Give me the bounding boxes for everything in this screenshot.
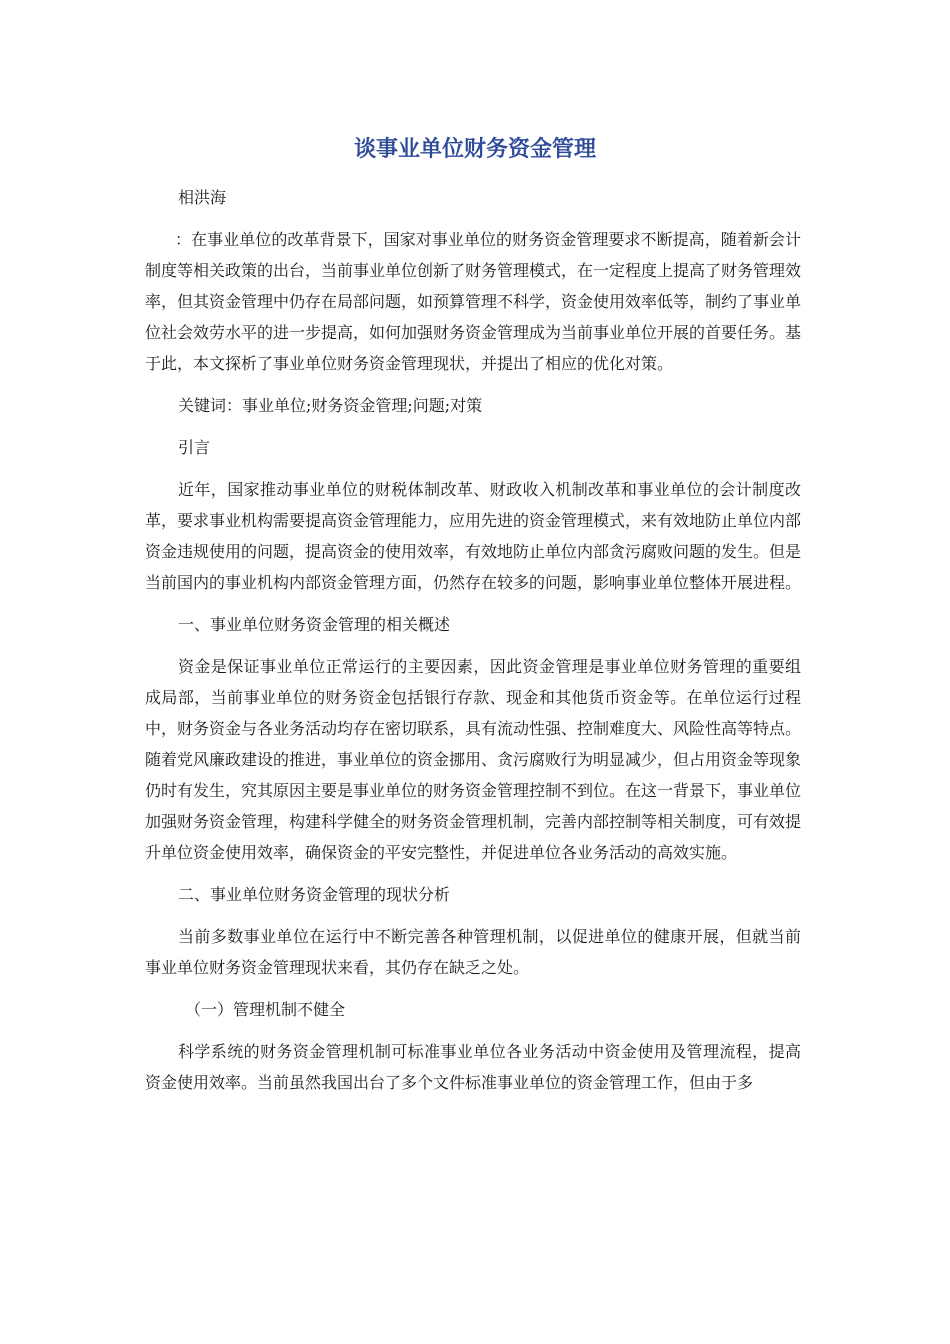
- intro-heading: 引言: [178, 438, 211, 457]
- section-2-paragraph: 当前多数事业单位在运行中不断完善各种管理机制，以促进单位的健康开展，但就当前事业单位财务资金管理现状来看，其仍存在缺乏之处。: [145, 927, 801, 977]
- subsection-1-heading: （一）管理机制不健全: [185, 1000, 346, 1019]
- subsection-1-paragraph: 科学系统的财务资金管理机制可标准事业单位各业务活动中资金使用及管理流程，提高资金使用效率。当前虽然我国出台了多个文件标准事业单位的资金管理工作，但由于多: [145, 1042, 801, 1092]
- section-1-paragraph: 资金是保证事业单位正常运行的主要因素，因此资金管理是事业单位财务管理的重要组成局部，当前事业单位的财务资金包括银行存款、现金和其他货币资金等。在单位运行过程中，财务资金与各业务活动均存在密切联系，具有流动性强、控制难度大、风险性高等特点。随着党风廉政建设的推进，事业单位的资金挪用、贪污腐败行为明显减少，但占用资金等现象仍时有发生，究其原因主要是事业单位的财务资金管理控制不到位。在这一背景下，事业单位加强财务资金管理，构建科学健全的财务资金管理机制，完善内部控制等相关制度，可有效提升单位资金使用效率，确保资金的平安完整性，并促进单位各业务活动的高效实施。: [145, 657, 802, 862]
- intro-paragraph: 近年，国家推动事业单位的财税体制改革、财政收入机制改革和事业单位的会计制度改革，要求事业机构需要提高资金管理能力，应用先进的资金管理模式，来有效地防止单位内部资金违规使用的问题，提高资金的使用效率，有效地防止单位内部贪污腐败问题的发生。但是当前国内的事业机构内部资金管理方面，仍然存在较多的问题，影响事业单位整体开展进程。: [145, 480, 802, 592]
- document-title: 谈事业单位财务资金管理: [353, 137, 596, 162]
- abstract-paragraph: ：在事业单位的改革背景下，国家对事业单位的财务资金管理要求不断提高，随着新会计制度等相关政策的出台，当前事业单位创新了财务管理模式，在一定程度上提高了财务管理效率，但其资金管理中仍存在局部问题，如预算管理不科学，资金使用效率低等，制约了事业单位社会效劳水平的进一步提高，如何加强财务资金管理成为当前事业单位开展的首要任务。基于此，本文探析了事业单位财务资金管理现状，并提出了相应的优化对策。: [145, 230, 802, 373]
- section-1-heading: 一、事业单位财务资金管理的相关概述: [178, 615, 451, 634]
- author: 相洪海: [178, 188, 227, 207]
- section-2-heading: 二、事业单位财务资金管理的现状分析: [178, 885, 451, 904]
- document-body: [145, 182, 801, 1109]
- keywords: 关键词：事业单位;财务资金管理;问题;对策: [178, 396, 483, 415]
